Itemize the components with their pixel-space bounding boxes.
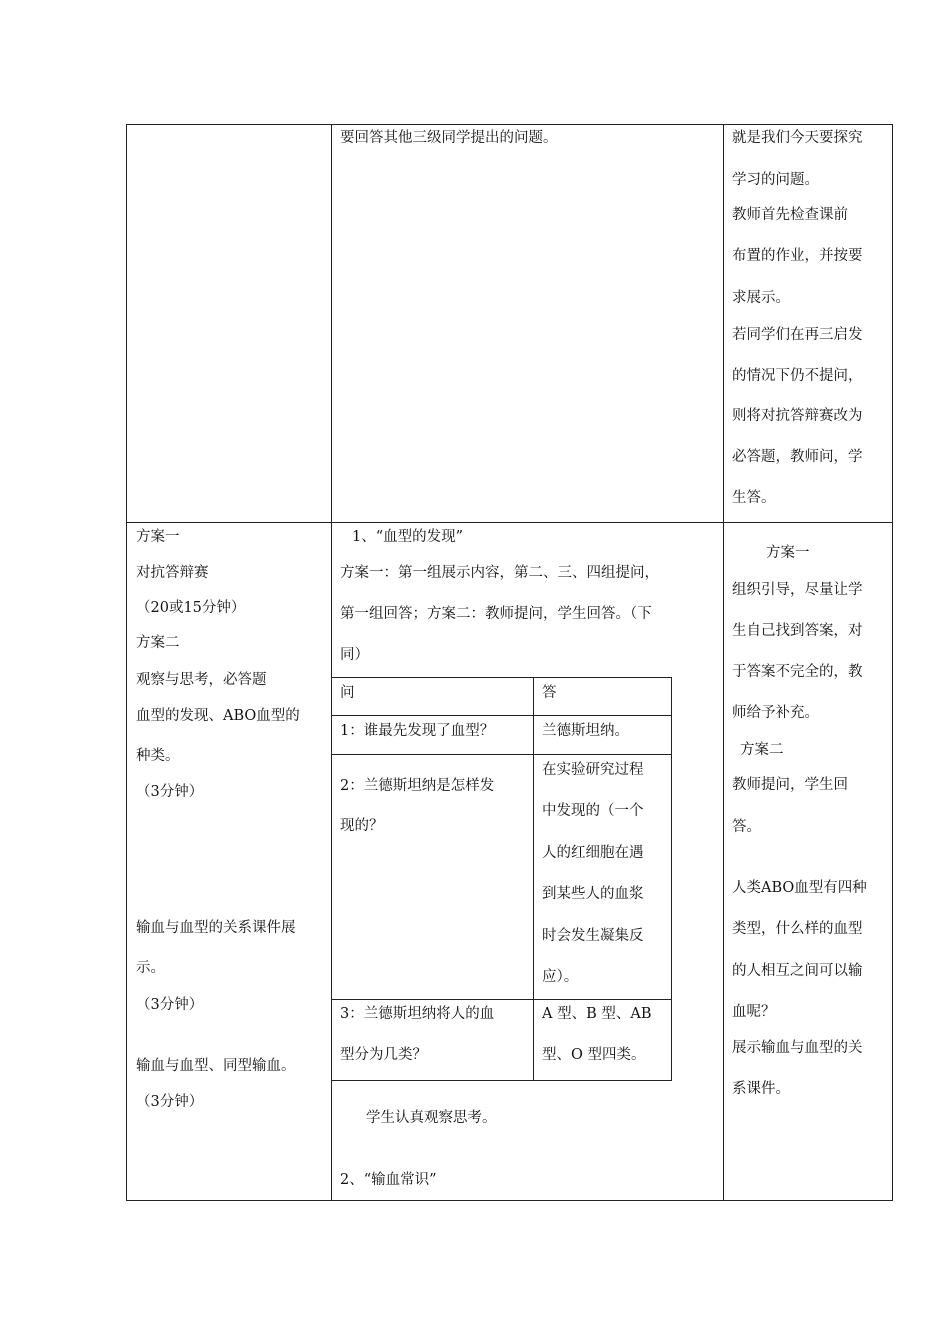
left-line: 输血与血型、同型输血。 <box>136 1058 296 1074</box>
column-divider-2 <box>723 124 724 1201</box>
left-line: （3分钟） <box>136 784 204 800</box>
qa-question: 2：兰德斯坦纳是怎样发 <box>340 778 495 794</box>
qa-answer: 应）。 <box>542 969 579 985</box>
qa-question: 1：谁最先发现了血型？ <box>340 723 495 739</box>
row1-right-line: 就是我们今天要探究 <box>732 130 863 146</box>
right-line: 人类ABO血型有四种 <box>732 880 867 896</box>
right-line: 系课件。 <box>732 1081 790 1097</box>
qa-header-question: 问 <box>340 685 355 701</box>
middle-line: 同） <box>340 647 369 663</box>
right-line: 于答案不完全的，教 <box>732 664 863 680</box>
row1-middle-text: 要回答其他三级同学提出的问题。 <box>340 130 558 146</box>
qa-row-line <box>331 999 672 1000</box>
qa-answer: 型、O 型四类。 <box>542 1047 646 1063</box>
right-line: 类型，什么样的血型 <box>732 921 863 937</box>
row-divider <box>126 522 893 523</box>
left-line: 血型的发现、ABO血型的 <box>136 708 300 724</box>
left-line: 示。 <box>136 960 165 976</box>
qa-answer: 到某些人的血浆 <box>542 886 644 902</box>
qa-question: 型分为几类？ <box>340 1047 427 1063</box>
left-line: （3分钟） <box>136 997 204 1013</box>
right-line: 生自己找到答案，对 <box>732 623 863 639</box>
section-heading: 1、“血型的发现” <box>352 529 464 545</box>
row1-right-line: 若同学们在再三启发 <box>732 327 863 343</box>
row1-right-line: 教师首先检查课前 <box>732 207 848 223</box>
right-line: 答。 <box>732 819 761 835</box>
right-line: 方案二 <box>740 742 784 758</box>
section-heading: 2、“输血常识” <box>340 1172 437 1188</box>
left-line: （3分钟） <box>136 1094 204 1110</box>
qa-answer: 时会发生凝集反 <box>542 928 644 944</box>
row1-right-line: 布置的作业，并按要 <box>732 248 863 264</box>
qa-question: 3：兰德斯坦纳将人的血 <box>340 1006 495 1022</box>
left-line: 方案一 <box>136 529 180 545</box>
qa-divider <box>533 677 534 1081</box>
right-line: 方案一 <box>766 545 810 561</box>
left-line: 种类。 <box>136 748 180 764</box>
left-line: 方案二 <box>136 635 180 651</box>
right-line: 展示输血与血型的关 <box>732 1040 863 1056</box>
qa-header-answer: 答 <box>542 685 557 701</box>
right-line: 教师提问，学生回 <box>732 777 848 793</box>
qa-question: 现的？ <box>340 818 384 834</box>
middle-after-text: 学生认真观察思考。 <box>366 1110 497 1126</box>
left-line: （20或15分钟） <box>136 600 246 616</box>
middle-line: 第一组回答；方案二：教师提问，学生回答。（下 <box>340 606 652 622</box>
row1-right-line: 的情况下仍不提问， <box>732 368 863 384</box>
qa-answer: 中发现的（一个 <box>542 803 644 819</box>
right-line: 师给予补充。 <box>732 705 819 721</box>
right-line: 的人相互之间可以输 <box>732 963 863 979</box>
right-line: 组织引导，尽量让学 <box>732 582 863 598</box>
row1-right-line: 生答。 <box>732 490 776 506</box>
qa-answer: 兰德斯坦纳。 <box>542 723 629 739</box>
right-line: 血呢？ <box>732 1004 776 1020</box>
qa-row-line <box>331 715 672 716</box>
qa-row-line <box>331 754 672 755</box>
row1-right-line: 求展示。 <box>732 290 790 306</box>
left-line: 输血与血型的关系课件展 <box>136 920 296 936</box>
qa-answer: A 型、B 型、AB <box>542 1006 652 1022</box>
left-line: 观察与思考，必答题 <box>136 672 267 688</box>
row1-right-line: 必答题，教师问，学 <box>732 449 863 465</box>
qa-answer: 在实验研究过程 <box>542 762 644 778</box>
row1-right-line: 则将对抗答辩赛改为 <box>732 408 863 424</box>
left-line: 对抗答辩赛 <box>136 565 209 581</box>
row1-right-line: 学习的问题。 <box>732 172 819 188</box>
qa-answer: 人的红细胞在遇 <box>542 845 644 861</box>
middle-line: 方案一：第一组展示内容，第二、三、四组提问， <box>340 565 659 581</box>
